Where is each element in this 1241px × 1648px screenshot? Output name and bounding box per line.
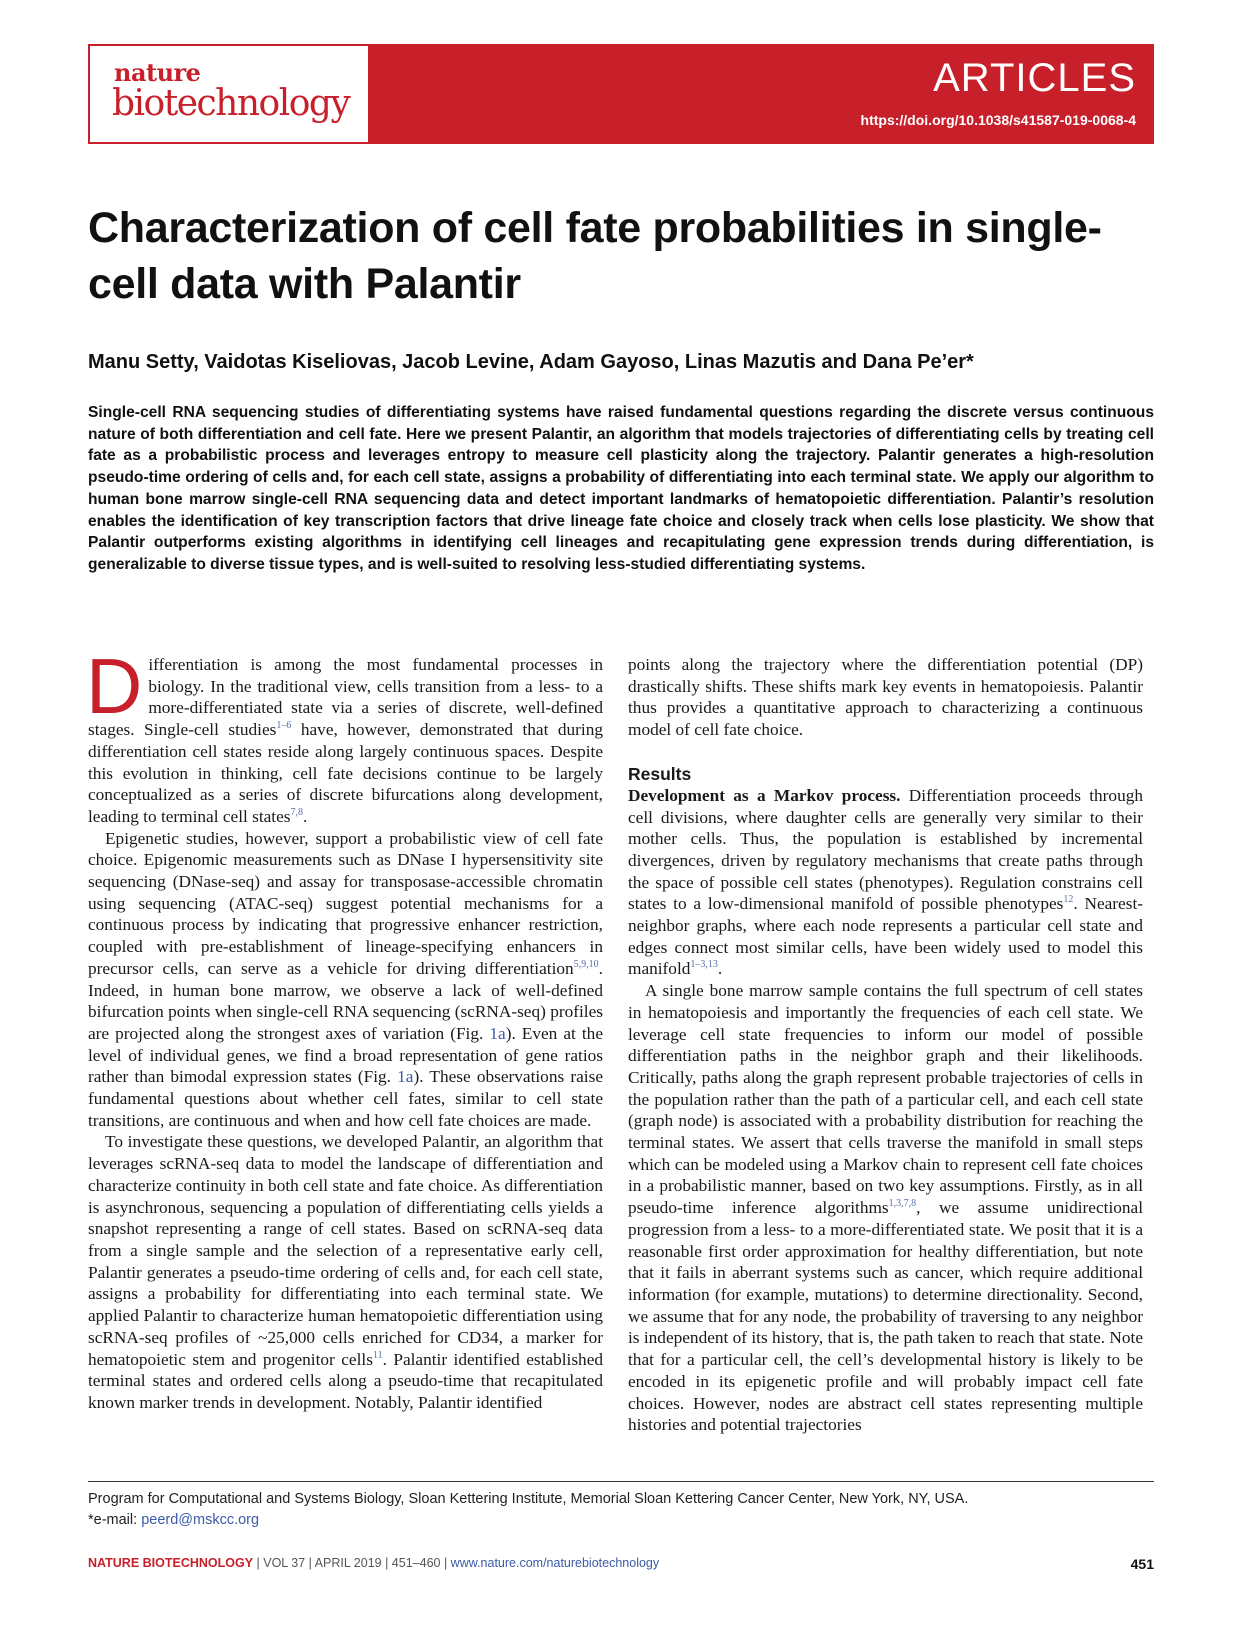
logo-line-biotechnology: biotechnology: [112, 83, 350, 124]
citation-ref[interactable]: 11: [372, 1349, 383, 1361]
figure-link[interactable]: 1a: [397, 1067, 414, 1087]
citation-ref[interactable]: 5,9,10: [573, 959, 599, 971]
email-prefix: *e-mail:: [88, 1512, 142, 1528]
run-in-heading: Development as a Markov process.: [628, 785, 901, 805]
text-run: . Indeed, in human bone marrow, we observe a lack of well-defined bifurcation points when single-cell RNA sequencing (scRNA-seq) profiles are projected along the strongest axes of variation (Fig.: [88, 958, 603, 1043]
intro-paragraph-3: [88, 1131, 603, 1413]
author-list: Manu Setty, Vaidotas Kiseliovas, Jacob Levine, Adam Gayoso, Linas Mazutis and Dana Pe’er*: [88, 351, 974, 373]
email-link[interactable]: peerd@mskcc.org: [141, 1512, 260, 1528]
body-column-left: [86, 642, 604, 1414]
text-run: ). Even at the level of individual genes, we find a broad representation of gene ratios rather than bimodal expression states (Fig.: [88, 1023, 603, 1087]
footnote-divider: [88, 1481, 1154, 1482]
doi-link[interactable]: https://doi.org/10.1038/s41587-019-0068-4: [860, 112, 1136, 128]
intro-paragraph-2: [88, 828, 603, 1132]
figure-link[interactable]: 1a: [489, 1023, 506, 1043]
section-heading-results: Results: [628, 763, 692, 784]
body-column-right: [628, 654, 1143, 1436]
text-run: Epigenetic studies, however, support a probabilistic view of cell fate choice. Epigenomic measurements such as DNase I hypersensitivity site sequencing (DNase-seq) and assay for transposase-accessible chromatin using sequencing (ATAC-seq) suggest potential mechanisms for a continuous process by indicating that progressive enhancer restriction, coupled with pre-establishment of lineage-specifying enhancers in precursor cells, can serve as a vehicle for driving differentiation: [88, 828, 603, 978]
journal-header-band: [88, 44, 1154, 144]
text-run: . Nearest-neighbor graphs, where each node represents a particular cell state and edges connect most similar cells, have been widely used to model this manifold: [628, 894, 1143, 979]
footer-journal-name: NATURE BIOTECHNOLOGY: [88, 1556, 254, 1570]
citation-ref[interactable]: 1–3,13: [690, 959, 718, 971]
text-run: .: [303, 806, 308, 826]
citation-ref[interactable]: 7,8: [290, 807, 304, 819]
text-run: To investigate these questions, we developed Palantir, an algorithm that leverages scRNA-seq data to model the landscape of differentiation and characterize continuity in both cell state and fate choice. As differentiation is asynchronous, sequencing a population of differentiating cells yields a snapshot representing a range of cell states. Based on scRNA-seq data from a single sample and the selection of a representative early cell, Palantir generates a pseudo-time ordering of cells and, for each cell state, assigns a probability for differentiating into each terminal state. We applied Palantir to characterize human hematopoietic differentiation using scRNA-seq profiles of ~25,000 cells enriched for CD34, a marker for hematopoietic stem and progenitor cells: [88, 1132, 603, 1369]
journal-logo[interactable]: [90, 46, 368, 142]
intro-paragraph-continued: points along the trajectory where the differentiation potential (DP) drastically shifts. These shifts mark key events in hematopoiesis. Palantir thus provides a quantitative approach to characterizing a continuous model of cell fate choice.: [628, 655, 1143, 740]
page-number: 451: [1130, 1556, 1154, 1572]
logo-line-nature: nature: [114, 58, 201, 87]
text-run: ifferentiation is among the most fundamental processes in biology. In the traditional view, cells transition from a less- to a more-differentiated state via a series of discrete, well-defined stages. Single-cell studies: [88, 655, 603, 740]
article-title: Characterization of cell fate probabilities in single-cell data with Palantir: [88, 204, 1102, 308]
intro-paragraph-1: [86, 642, 603, 828]
affiliation-note: Program for Computational and Systems Biology, Sloan Kettering Institute, Memorial Sloan Kettering Cancer Center, New York, NY, USA.: [88, 1491, 969, 1507]
text-run: ). These observations raise fundamental questions about whether cell fates, similar to cell state transitions, are continuous and when and how cell fate choices are made.: [88, 1067, 603, 1130]
results-paragraph-1: [628, 785, 1143, 980]
footer-issue-info: | VOL 37 | APRIL 2019 | 451–460 |: [253, 1556, 451, 1570]
text-run: , we assume unidirectional progression from a less- to a more-differentiated state. We posit that it is a reasonable first order approximation for healthy differentiation, but note that it fails in aberrant systems such as cancer, which require additional information (for example, mutations) to determine directionality. Second, we assume that for any node, the probability of traversing to any neighbor is independent of its history, that is, the path taken to reach that state. Note that for a particular cell, the cell’s developmental history is likely to be encoded in its epigenetic profile and will probably impact cell fate choices. However, nodes are abstract cell states representing multiple histories and potential trajectories: [628, 1198, 1143, 1435]
citation-ref[interactable]: 1–6: [276, 720, 292, 732]
text-run: .: [717, 959, 723, 979]
article-type-label: ARTICLES: [933, 56, 1136, 100]
footer-journal-url[interactable]: www.nature.com/naturebiotechnology: [450, 1556, 660, 1570]
citation-ref[interactable]: 12: [1063, 894, 1074, 906]
abstract: Single-cell RNA sequencing studies of differentiating systems have raised fundamental questions regarding the discrete versus continuous nature of both differentiation and cell fate. Here we present Palantir, an algorithm that models trajectories of differentiating cells by treating cell fate as a probabilistic process and leverages entropy to measure cell plasticity along the trajectory. Palantir generates a high-resolution pseudo-time ordering of cells and, for each cell state, assigns a probability of differentiating into each terminal state. We apply our algorithm to human bone marrow single-cell RNA sequencing data and detect important landmarks of hematopoietic differentiation. Palantir’s resolution enables the identification of key transcription factors that drive lineage fate choice and closely track when cells lose plasticity. We show that Palantir outperforms existing algorithms in identifying cell lineages and recapitulating gene expression trends during differentiation, is generalizable to diverse tissue types, and is well-suited to resolving less-studied differentiating systems.: [88, 404, 1154, 573]
results-paragraph-2: [628, 980, 1143, 1436]
citation-ref[interactable]: 1,3,7,8: [888, 1198, 917, 1210]
text-run: Differentiation proceeds through cell divisions, where daughter cells are generally very similar to their mother cells. Thus, the population is established by incremental divergences, driven by regulatory mechanisms that create paths through the space of possible cell states (phenotypes). Regulation constrains cell states to a low-dimensional manifold of possible phenotypes: [628, 785, 1143, 914]
drop-cap: D: [86, 642, 143, 730]
text-run: have, however, demonstrated that during differentiation cell states reside along largely continuous spaces. Despite this evolution in thinking, cell fate decisions continue to be largely conceptualized as a series of discrete bifurcations along development, leading to terminal cell states: [88, 720, 603, 826]
text-run: A single bone marrow sample contains the full spectrum of cell states in hematopoiesis and importantly the frequencies of each cell state. We leverage cell state frequencies to inform our model of possible differentiation paths in the neighbor graph and their likelihoods. Critically, paths along the graph represent probable trajectories of cells in the population rather than the path of a particular cell, and each cell state (graph node) is associated with a probability distribution for reaching the terminal states. We assert that cells traverse the manifold in small steps which can be modeled using a Markov chain to represent cell fate choices in a probabilistic manner, based on two key assumptions. Firstly, as in all pseudo-time inference algorithms: [628, 981, 1143, 1218]
text-run: . Palantir identified established terminal states and ordered cells along a pseudo-time that recapitulated known marker trends in development. Notably, Palantir identified: [88, 1349, 604, 1412]
corresponding-email: [88, 1510, 259, 1530]
page-footer: [88, 1554, 659, 1572]
